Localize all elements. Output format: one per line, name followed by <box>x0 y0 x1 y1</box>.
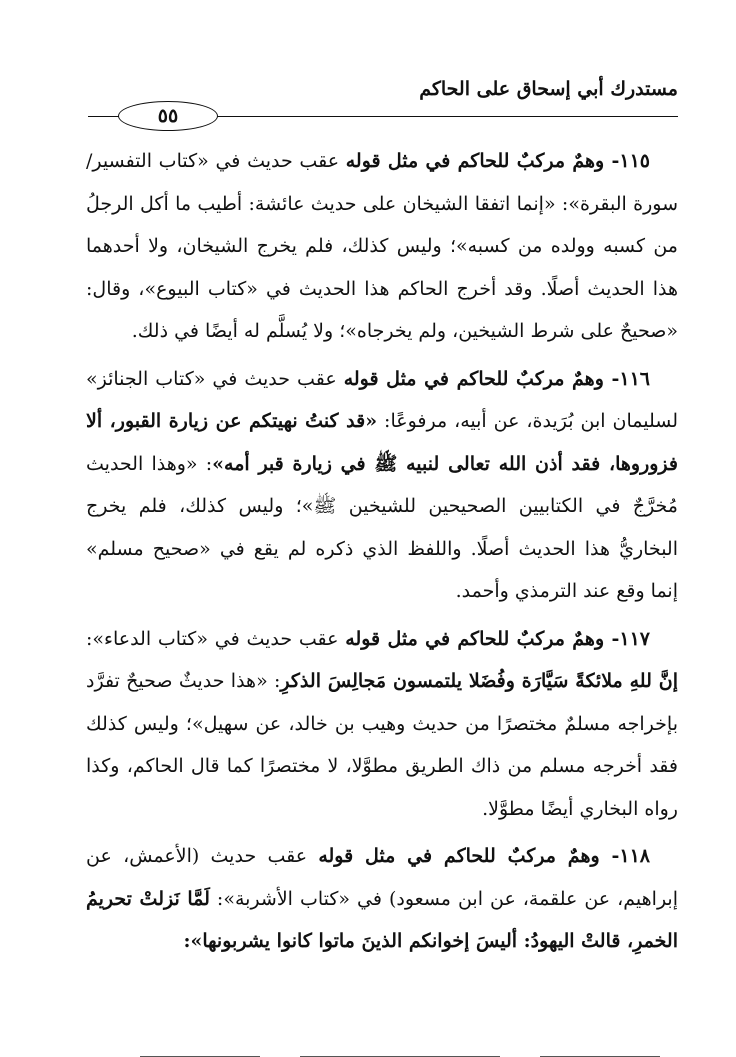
entry-117 <box>86 618 678 831</box>
entry-text: : «هذا حديثٌ صحيحٌ تفرَّد بإخراجه مسلمٌ مختصرًا من حديث وهيب بن خالد، عن سهيل»؛ وليس كذلك فقد أخرجه مسلم من ذاك الطريق مطوَّلا، لا مختصرًا كما قال الحاكم، وكذا رواه البخاري أيضًا مطوَّلا. <box>86 670 678 820</box>
entry-115 <box>86 140 678 353</box>
entry-text: عقب حديث في «كتاب التفسير/ سورة البقرة»: «إنما اتفقا الشيخان على حديث عائشة: أطيب ما أكل الرجلُ من كسبه وولده من كسبه»؛ وليس كذلك، فلم يخرج الشيخان، ولا أحدهما هذا الحديث أصلًا. وقد أخرج الحاكم هذا الحديث في «كتاب البيوع»، وقال: «صحيحٌ على شرط الشيخين، ولم يخرجاه»؛ ولا يُسلَّم له أيضًا في ذلك. <box>86 150 678 342</box>
entry-text: عقب حديث (الأعمش، عن إبراهيم، عن علقمة، عن ابن مسعود) في «كتاب الأشربة»: <box>86 845 679 910</box>
entry-118 <box>86 835 678 963</box>
entry-lead: ١١٧- وهمٌ مركبٌ للحاكم في مثل قوله <box>345 627 650 650</box>
entry-116 <box>86 358 678 613</box>
entry-text: : «وهذا الحديث مُخرَّجٌ في الكتابيين الصحيحين للشيخين ﷺ»؛ وليس كذلك، فلم يخرج البخاريُّ هذا الحديث أصلًا. واللفظ الذي ذكره لم يقع في «صحيح مسلم» إنما وقع عند الترمذي وأحمد. <box>86 452 678 602</box>
entry-lead: ١١٥- وهمٌ مركبٌ للحاكم في مثل قوله <box>345 150 650 172</box>
entry-lead: ١١٦- وهمٌ مركبٌ للحاكم في مثل قوله <box>343 367 650 390</box>
hadith-quote: لَمَّا نَزلتْ تحريمُ الخمرِ، قالتْ اليهودُ: أليسَ إخوانكم الذينَ ماتوا كانوا يشربونها»: <box>86 887 678 952</box>
entry-text: عقب حديث في «كتاب الدعاء»: <box>86 627 346 650</box>
entry-text: عقب حديث في «كتاب الجنائز» لسليمان ابن بُرَيدة، عن أبيه، مرفوعًا: <box>86 367 678 432</box>
hadith-quote: إنَّ للهِ ملائكةً سَيَّارَة وفُضَلا يلتمسون مَجالِسَ الذكرِ <box>280 670 678 692</box>
hadith-quote: «قد كنتُ نهيتكم عن زيارة القبور، ألا فزوروها، فقد أذن الله تعالى لنبيه ﷺ في زيارة قبر أمه» <box>86 410 678 475</box>
page-body <box>86 140 678 968</box>
running-header-title: مستدرك أبي إسحاق على الحاكم <box>419 78 678 100</box>
page-number: ٥٥ <box>118 101 218 131</box>
entry-lead: ١١٨- وهمٌ مركبٌ للحاكم في مثل قوله <box>318 845 650 867</box>
